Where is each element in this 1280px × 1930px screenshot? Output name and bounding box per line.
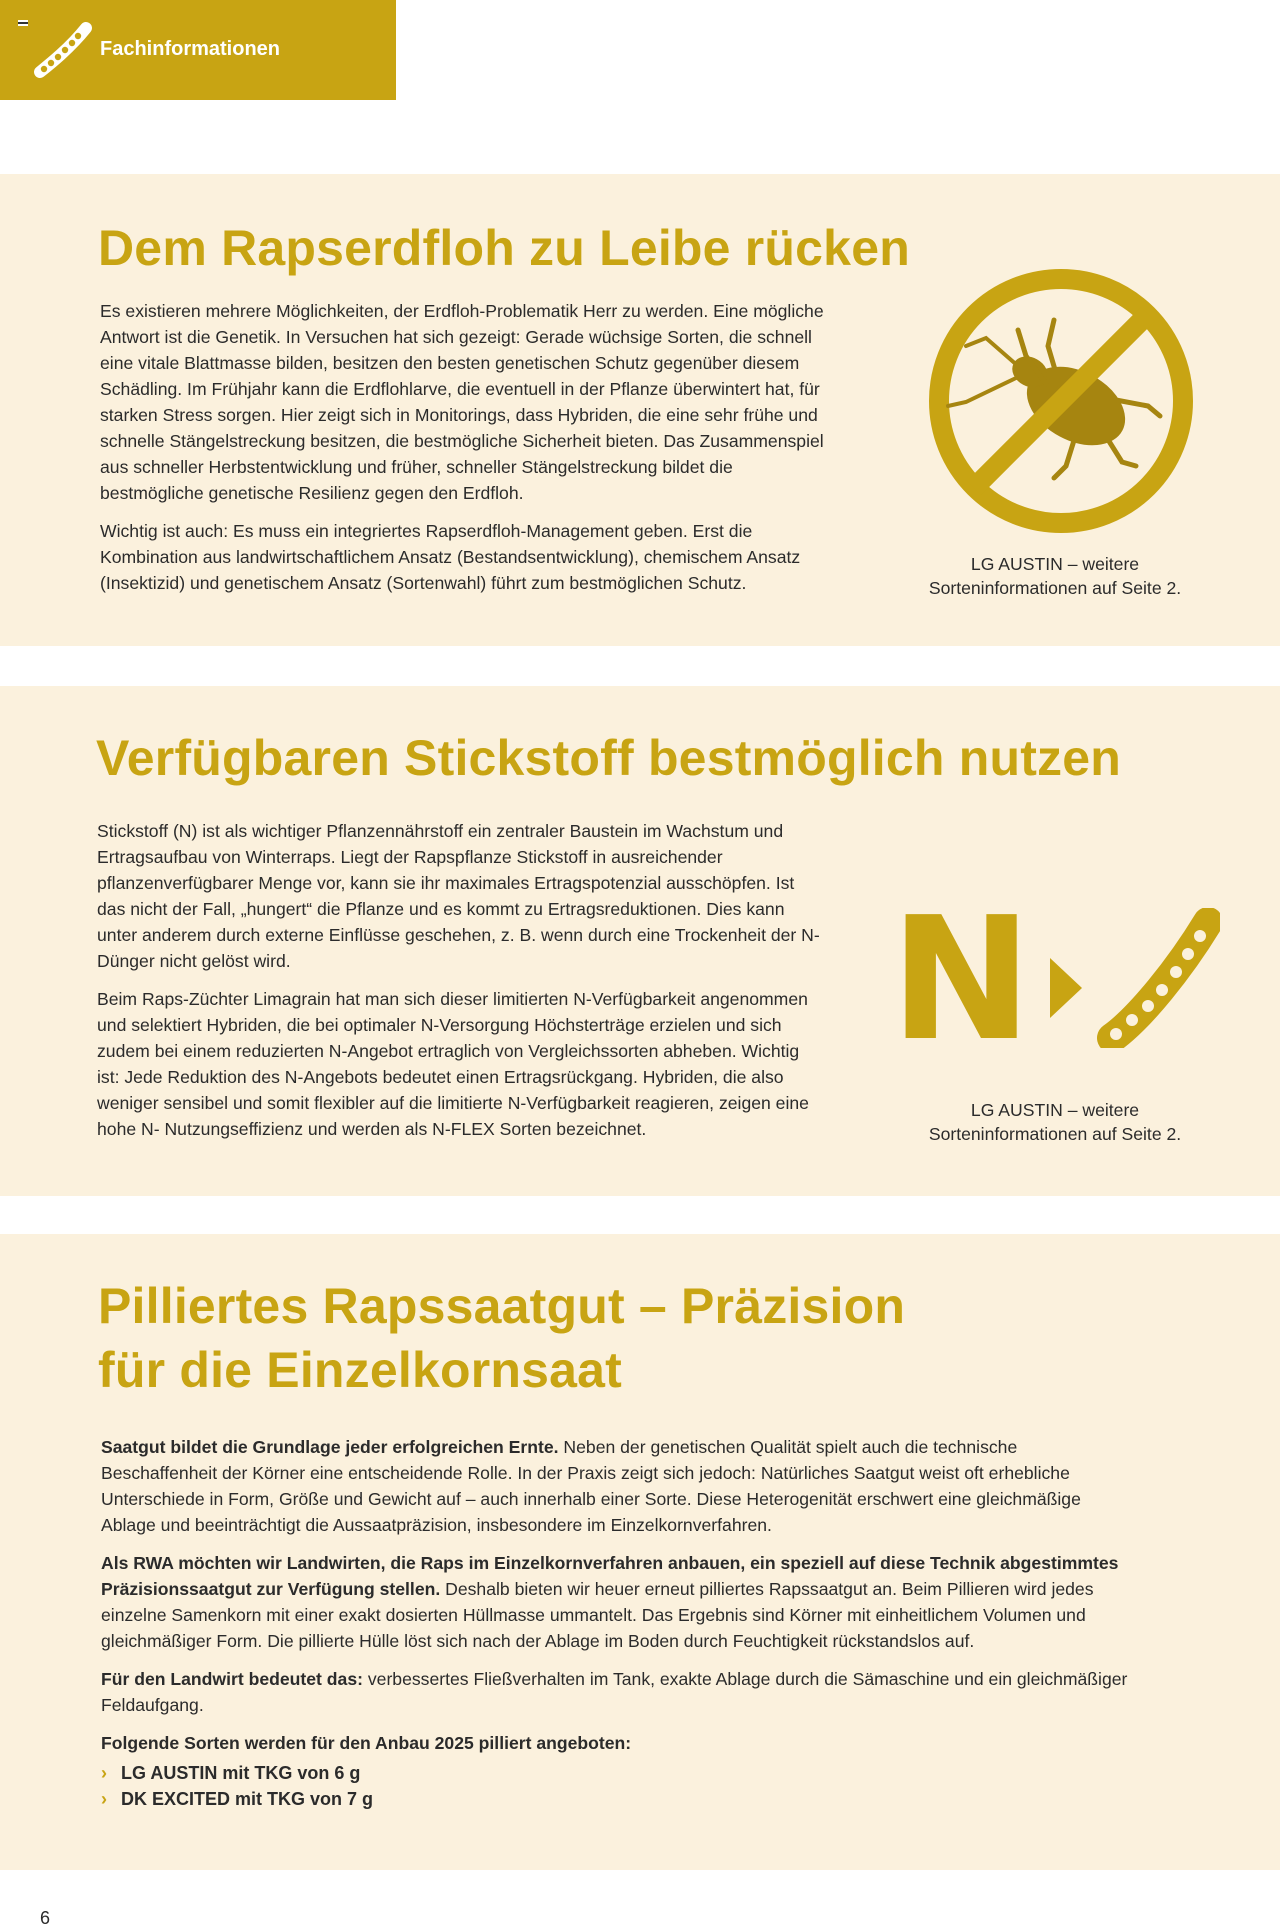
paragraph: Stickstoff (N) ist als wichtiger Pflanzennährstoff ein zentraler Baustein im Wachstum und Ertragsaufbau von Winterraps. Liegt der Rapspflanze Stickstoff in ausreichender pflanzenverfügbarer Menge vor, kann sie ihr maximales Ertragspotenzial ausschöpfen. Ist das nicht der Fall, „hungert“ die Pflanze und es kommt zu Ertragsreduktionen. Dies kann unter anderem durch externe Einflüsse geschehen, z. B. wenn durch eine Trockenheit der N-Dünger nicht gelöst wird. — [97, 821, 820, 971]
paragraph — [101, 1434, 1131, 1538]
flag-icon — [18, 20, 28, 26]
variety-list — [101, 1760, 1131, 1812]
page-number: 6 — [40, 1908, 51, 1928]
list-item — [101, 1760, 1131, 1786]
chevron-right-icon: › — [101, 1789, 107, 1809]
paragraph-lead: Als RWA möchten wir Landwirten, die Raps im Einzelkornverfahren anbauen, ein speziell auf diese Technik abgestimmtes Präzisionssaatgut zur Verfügung stellen. — [101, 1553, 1119, 1599]
paragraph-text: Neben der genetischen Qualität spielt auch die technische Beschaffenheit der Körner eine entscheidende Rolle. In der Praxis zeigt sich jedoch: Natürliches Saatgut weist oft erhebliche Unterschiede in Form, Größe und Gewicht auf – auch innerhalb einer Sorte. Diese Heterogenität erschwert eine gleichmäßige Ablage und beeinträchtigt die Aussaatpräzision, insbesondere im Einzelkornverfahren. — [101, 1437, 1081, 1535]
chevron-right-icon: › — [101, 1763, 107, 1783]
paragraph-lead: Saatgut bildet die Grundlage jeder erfolgreichen Ernte. — [101, 1437, 559, 1457]
section-stickstoff — [0, 686, 1280, 1196]
nitrogen-arrow-pod-icon — [890, 908, 1220, 1048]
paragraph: Beim Raps-Züchter Limagrain hat man sich dieser limitierten N-Verfügbarkeit angenommen und selektiert Hybriden, die bei optimaler N-Versorgung Höchsterträge erzielen und sich zudem bei einem reduzierten N-Angebot ertraglich von Vergleichssorten abheben. Wichtig ist: Jede Reduktion des N-Angebots bedeutet einen Ertragsrückgang. Hybriden, die also weniger sensibel und somit flexibler auf die limitierte N-Verfügbarkeit reagieren, zeigen eine hohe N- Nutzungseffizienz und werden als N-FLEX Sorten bezeichnet. — [97, 989, 809, 1139]
section-body — [97, 818, 825, 1154]
list-item — [101, 1786, 1131, 1812]
paragraph — [101, 1730, 1131, 1756]
paragraph — [101, 1666, 1131, 1718]
caption-line: Sorteninformationen auf Seite 2. — [928, 578, 1182, 598]
header-label: Fachinformationen — [100, 38, 281, 60]
caption — [900, 552, 1210, 600]
flea-beetle-prohibited-icon — [926, 266, 1196, 536]
paragraph-text: verbessertes Fließverhalten im Tank, exakte Ablage durch die Sämaschine und ein gleichmäßiger Feldaufgang. — [101, 1669, 1128, 1715]
header-bar — [0, 0, 396, 100]
nitrogen-letter: N — [890, 908, 1033, 1048]
list-item-text: DK EXCITED mit TKG von 7 g — [121, 1789, 374, 1809]
section-pilliertes-saatgut — [0, 1234, 1280, 1870]
section-title: Dem Rapserdfloh zu Leibe rücken — [98, 220, 910, 276]
paragraph: Wichtig ist auch: Es muss ein integriertes Rapserdfloh-Management geben. Erst die Kombination aus landwirtschaftlichem Ansatz (Bestandsentwicklung), chemischem Ansatz (Insektizid) und genetischem Ansatz (Sortenwahl) führt zum bestmöglichen Schutz. — [100, 521, 801, 593]
section-title — [98, 1274, 905, 1402]
paragraph-lead: Folgende Sorten werden für den Anbau 2025 pilliert angeboten: — [101, 1733, 632, 1753]
rapeseed-pod-icon — [30, 18, 94, 82]
paragraph: Es existieren mehrere Möglichkeiten, der Erdfloh-Problematik Herr zu werden. Eine mögliche Antwort ist die Genetik. In Versuchen hat sich gezeigt: Gerade wüchsige Sorten, die schnell eine vitale Blattmasse bilden, besitzen den besten genetischen Schutz gegenüber diesem Schädling. Im Frühjahr kann die Erdflohlarve, die eventuell in der Pflanze überwintert hat, für starken Stress sorgen. Hier zeigt sich in Monitorings, dass Hybriden, die eine sehr frühe und schnelle Stängelstreckung besitzen, die bestmögliche Sicherheit bieten. Das Zusammenspiel aus schneller Herbstentwicklung und früher, schneller Stängelstreckung bildet die bestmögliche genetische Resilienz gegen den Erdfloh. — [100, 301, 824, 503]
section-rapserdfloh — [0, 174, 1280, 646]
caption-line: LG AUSTIN – weitere — [970, 554, 1140, 574]
title-line: Pilliertes Rapssaatgut – Präzision — [98, 1278, 906, 1334]
section-title: Verfügbaren Stickstoff bestmöglich nutzen — [96, 730, 1121, 786]
section-body — [101, 1434, 1131, 1812]
caption — [900, 1098, 1210, 1146]
section-body — [100, 298, 828, 608]
caption-line: Sorteninformationen auf Seite 2. — [928, 1124, 1182, 1144]
caption-line: LG AUSTIN – weitere — [970, 1100, 1140, 1120]
title-line: für die Einzelkornsaat — [98, 1342, 622, 1398]
paragraph-text: Deshalb bieten wir heuer erneut pilliertes Rapssaatgut an. Beim Pillieren wird jedes einzelne Samenkorn mit einer exakt dosierten Hüllmasse ummantelt. Das Ergebnis sind Körner mit einheitlichem Volumen und gleichmäßiger Form. Die pillierte Hülle löst sich nach der Ablage im Boden durch Feuchtigkeit rückstandslos auf. — [101, 1579, 1094, 1651]
list-item-text: LG AUSTIN mit TKG von 6 g — [121, 1763, 361, 1783]
paragraph-lead: Für den Landwirt bedeutet das: — [101, 1669, 363, 1689]
paragraph — [101, 1550, 1131, 1654]
